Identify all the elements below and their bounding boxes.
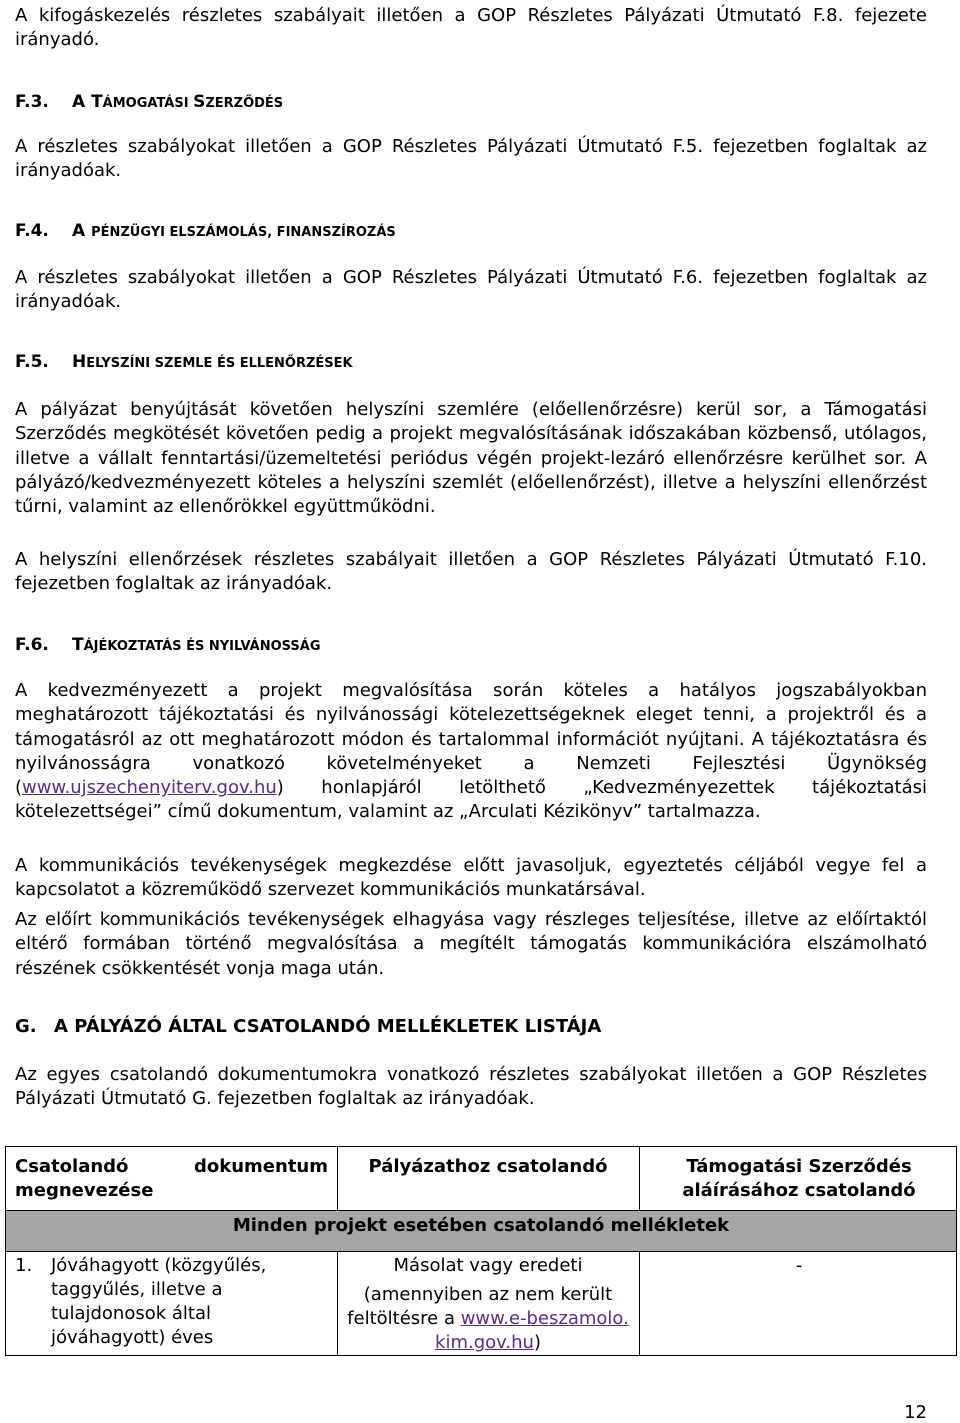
section-g-text: Az egyes csatolandó dokumentumokra vonatkozó részletes szabályokat illetően a GOP Részletes Pályázati Útmutató G. fejezetben foglaltak az irányadóak. xyxy=(15,1064,927,1110)
section-f3-heading: F.3. A TÁMOGATÁSI SZERZŐDÉS xyxy=(15,92,284,112)
section-f5-text-1: A pályázat benyújtását követően helyszíni szemlére (előellenőrzésre) kerül sor, a Támogatási Szerződés megkötését követően pedig a projekt megvalósításának időszakában közbenső, utólagos, illetve a vállalt fenntartási/üzemeltetési periódus végén projekt-lezáró ellenőrzésre kerülhet sor. A pályázó/kedvezményezett köteles a helyszíni szemlét (előellenőrzést), illetve a helyszíni ellenőrzést tűrni, valamint az ellenőrökkel együttműködni. xyxy=(15,399,927,518)
row-document-name: Jóváhagyott (közgyűlés, taggyűlés, illetve a tulajdonosok által jóváhagyott) éves xyxy=(51,1255,267,1348)
section-number: G. xyxy=(15,1016,37,1037)
section-f6-heading: F.6. TÁJÉKOZTATÁS ÉS NYILVÁNOSSÁG xyxy=(15,635,321,655)
section-f6-text-2: A kommunikációs tevékenységek megkezdése előtt javasoljuk, egyeztetés céljából vegye fel a kapcsolatot a közreműködő szervezet kommunikációs munkatársával. xyxy=(15,855,927,901)
header-document-name: Csatolandó dokumentum megnevezése xyxy=(15,1156,328,1201)
section-f4-heading: F.4. A PÉNZÜGYI ELSZÁMOLÁS, FINANSZÍROZÁS xyxy=(15,221,396,241)
row-number: 1. xyxy=(15,1255,33,1276)
section-f5-text-2: A helyszíni ellenőrzések részletes szabályait illetően a GOP Részletes Pályázati Útmutató F.10. fejezetben foglaltak az irányadóak. xyxy=(15,549,927,595)
section-f6-text-1: A kedvezményezett a projekt megvalósítása során köteles a hatályos jogszabályokban meghatározott tájékoztatási és nyilvánossági kötelezettségeknek eleget tenni, a projektről és a támogatásról az ott meghatározott módon és tartalommal információt nyújtani. A tájékoztatásra és nyilvánosságra vonatkozó követelményeket a Nemzeti Fejlesztési Ügynökség (www.ujszechenyiterv.gov.hu) honlapjáról letölthető „Kedvezményezettek tájékoztatási kötelezettségei” című dokumentum, valamint az „Arculati Kézikönyv” tartalmazza. xyxy=(15,680,927,823)
attachments-table xyxy=(5,1146,957,1356)
section-f5-heading: F.5. HELYSZÍNI SZEMLE ÉS ELLENŐRZÉSEK xyxy=(15,352,353,372)
header-application: Pályázathoz csatolandó xyxy=(368,1156,608,1177)
header-contract: Támogatási Szerződés aláírásához csatolandó xyxy=(682,1156,916,1201)
section-number: F.6. xyxy=(15,635,49,655)
row-application-value: Másolat vagy eredeti (amennyiben az nem került feltöltésre a www.e-beszamolo.kim.gov.hu) xyxy=(347,1255,629,1353)
complaints-paragraph: A kifogáskezelés részletes szabályait illetően a GOP Részletes Pályázati Útmutató F.8. fejezete irányadó. xyxy=(15,5,927,51)
row-contract-value: - xyxy=(795,1255,803,1276)
section-number: F.3. xyxy=(15,92,49,112)
section-f6-text-3: Az előírt kommunikációs tevékenységek elhagyása vagy részleges teljesítése, illetve az előírtaktól eltérő formában történő megvalósítása a megítélt támogatás kommunikációra elszámolható részének csökkentését vonja maga után. xyxy=(15,909,927,979)
e-beszamolo-link[interactable]: www.e-beszamolo.kim.gov.hu xyxy=(435,1308,629,1353)
section-f4-text: A részletes szabályokat illetően a GOP Részletes Pályázati Útmutató F.6. fejezetben foglaltak az irányadóak. xyxy=(15,267,927,313)
page-number: 12 xyxy=(904,1402,927,1423)
section-g-heading: G. A PÁLYÁZÓ ÁLTAL CSATOLANDÓ MELLÉKLETEK LISTÁJA xyxy=(15,1016,602,1037)
section-f3-text: A részletes szabályokat illetően a GOP Részletes Pályázati Útmutató F.5. fejezetben foglaltak az irányadóak. xyxy=(15,136,927,182)
section-row-label: Minden projekt esetében csatolandó mellékletek xyxy=(232,1215,730,1236)
section-number: F.4. xyxy=(15,221,49,241)
ujszechenyiterv-link[interactable]: www.ujszechenyiterv.gov.hu xyxy=(22,777,277,799)
section-number: F.5. xyxy=(15,352,49,372)
